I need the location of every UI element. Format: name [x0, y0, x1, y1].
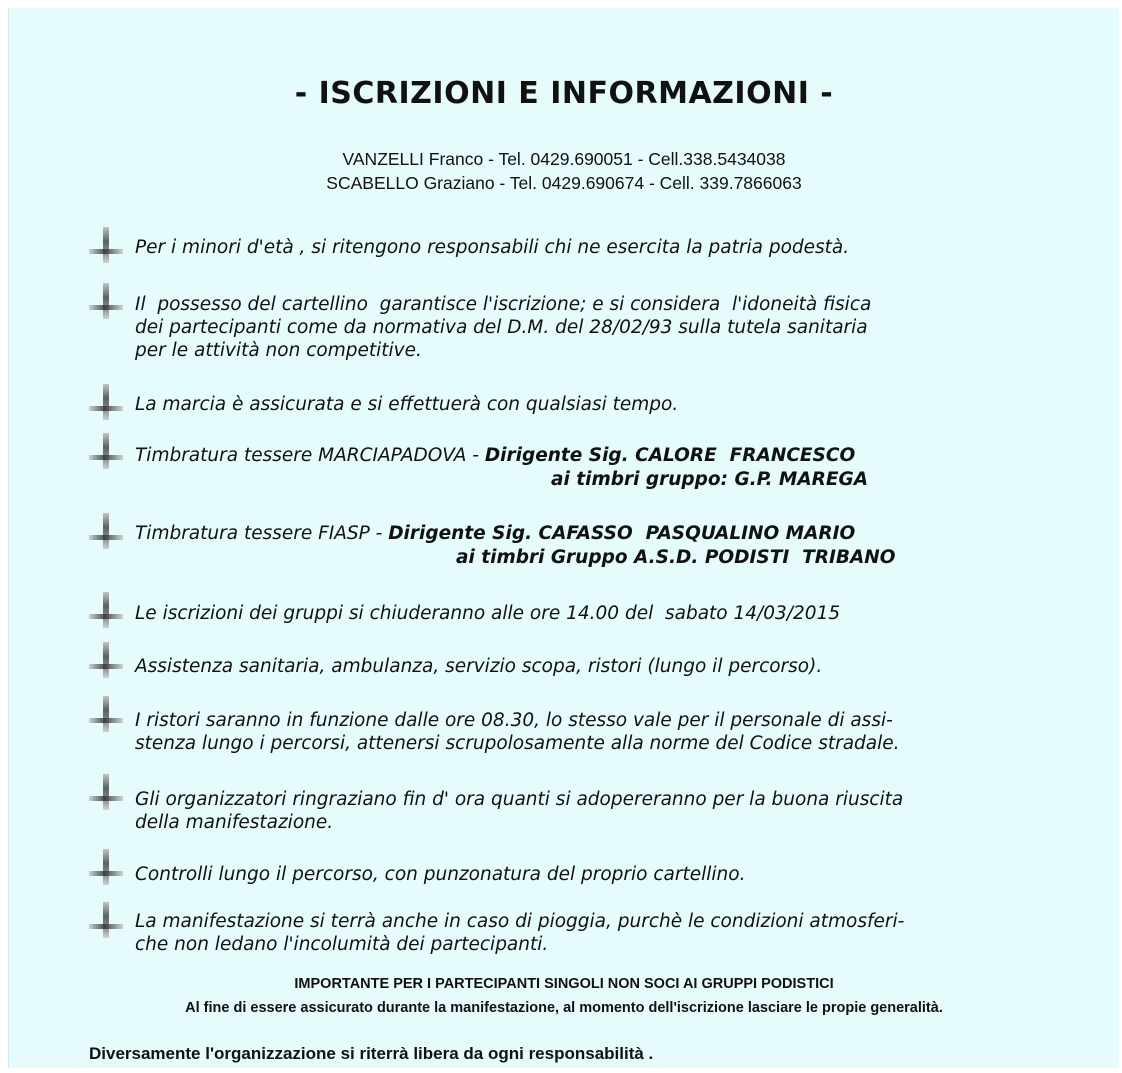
stamp-group: ai timbri Gruppo A.S.D. PODISTI TRIBANO	[456, 547, 896, 568]
stamp-manager: Dirigente Sig. CALORE FRANCESCO	[484, 445, 856, 466]
info-item-text: Per i minori d'età , si ritengono responsabili chi ne esercita la patria podestà.	[135, 237, 850, 258]
info-item-text	[135, 444, 1065, 467]
cross-bullet-icon	[89, 849, 123, 885]
footer-note: Al fine di essere assicurato durante la manifestazione, al momento dell'iscrizione lasciare le propie generalità.	[185, 1000, 943, 1016]
footer-heading: IMPORTANTE PER I PARTECIPANTI SINGOLI NON SOCI AI GRUPPI PODISTICI	[294, 976, 834, 992]
info-item-text: Controlli lungo il percorso, con punzonatura del proprio cartellino.	[135, 864, 746, 885]
cross-bullet-icon	[89, 592, 123, 628]
info-item-text: Gli organizzatori ringraziano fin d' ora quanti si adopereranno per la buona riuscita	[135, 789, 904, 810]
stamp-manager: Dirigente Sig. CAFASSO PASQUALINO MARIO	[388, 523, 856, 544]
cross-bullet-icon	[89, 283, 123, 319]
info-item-text: La manifestazione si terrà anche in caso di pioggia, purchè le condizioni atmosferi-	[135, 911, 905, 932]
document-sheet	[8, 8, 1119, 1068]
contact-line-scabello: SCABELLO Graziano - Tel. 0429.690674 - Cell. 339.7866063	[326, 173, 802, 193]
stamp-group: ai timbri gruppo: G.P. MAREGA	[551, 469, 869, 490]
info-item-text: I ristori saranno in funzione dalle ore 08.30, lo stesso vale per il personale di assi-	[135, 710, 893, 731]
cross-bullet-icon	[89, 774, 123, 810]
info-item-text	[135, 522, 1065, 545]
cross-bullet-icon	[89, 384, 123, 420]
info-item-text: Assistenza sanitaria, ambulanza, servizio scopa, ristori (lungo il percorso).	[135, 656, 823, 677]
info-item-text: La marcia è assicurata e si effettuerà con qualsiasi tempo.	[135, 394, 679, 415]
info-item-text: della manifestazione.	[135, 812, 334, 833]
stamp-prefix: Timbratura tessere FIASP -	[135, 523, 389, 544]
info-item-text: che non ledano l'incolumità dei partecipanti.	[135, 934, 549, 955]
cross-bullet-icon	[89, 227, 123, 263]
info-item-text: Il possesso del cartellino garantisce l'iscrizione; e si considera l'idoneità fisica	[135, 294, 872, 315]
cross-bullet-icon	[89, 513, 123, 549]
stamp-prefix: Timbratura tessere MARCIAPADOVA -	[135, 445, 485, 466]
info-item-text: Le iscrizioni dei gruppi si chiuderanno alle ore 14.00 del sabato 14/03/2015	[135, 603, 841, 624]
cross-bullet-icon	[89, 902, 123, 938]
contact-line-vanzelli: VANZELLI Franco - Tel. 0429.690051 - Cell.338.5434038	[342, 149, 786, 169]
cross-bullet-icon	[89, 433, 123, 469]
info-item-text: per le attività non competitive.	[135, 340, 422, 361]
info-item-text: dei partecipanti come da normativa del D.M. del 28/02/93 sulla tutela sanitaria	[135, 317, 868, 338]
info-item-text: stenza lungo i percorsi, attenersi scrupolosamente alla norme del Codice stradale.	[135, 733, 900, 754]
cross-bullet-icon	[89, 642, 123, 678]
footer-disclaimer: Diversamente l'organizzazione si riterrà libera da ogni responsabilità .	[89, 1044, 654, 1063]
cross-bullet-icon	[89, 696, 123, 732]
page-title: - ISCRIZIONI E INFORMAZIONI -	[294, 76, 834, 111]
